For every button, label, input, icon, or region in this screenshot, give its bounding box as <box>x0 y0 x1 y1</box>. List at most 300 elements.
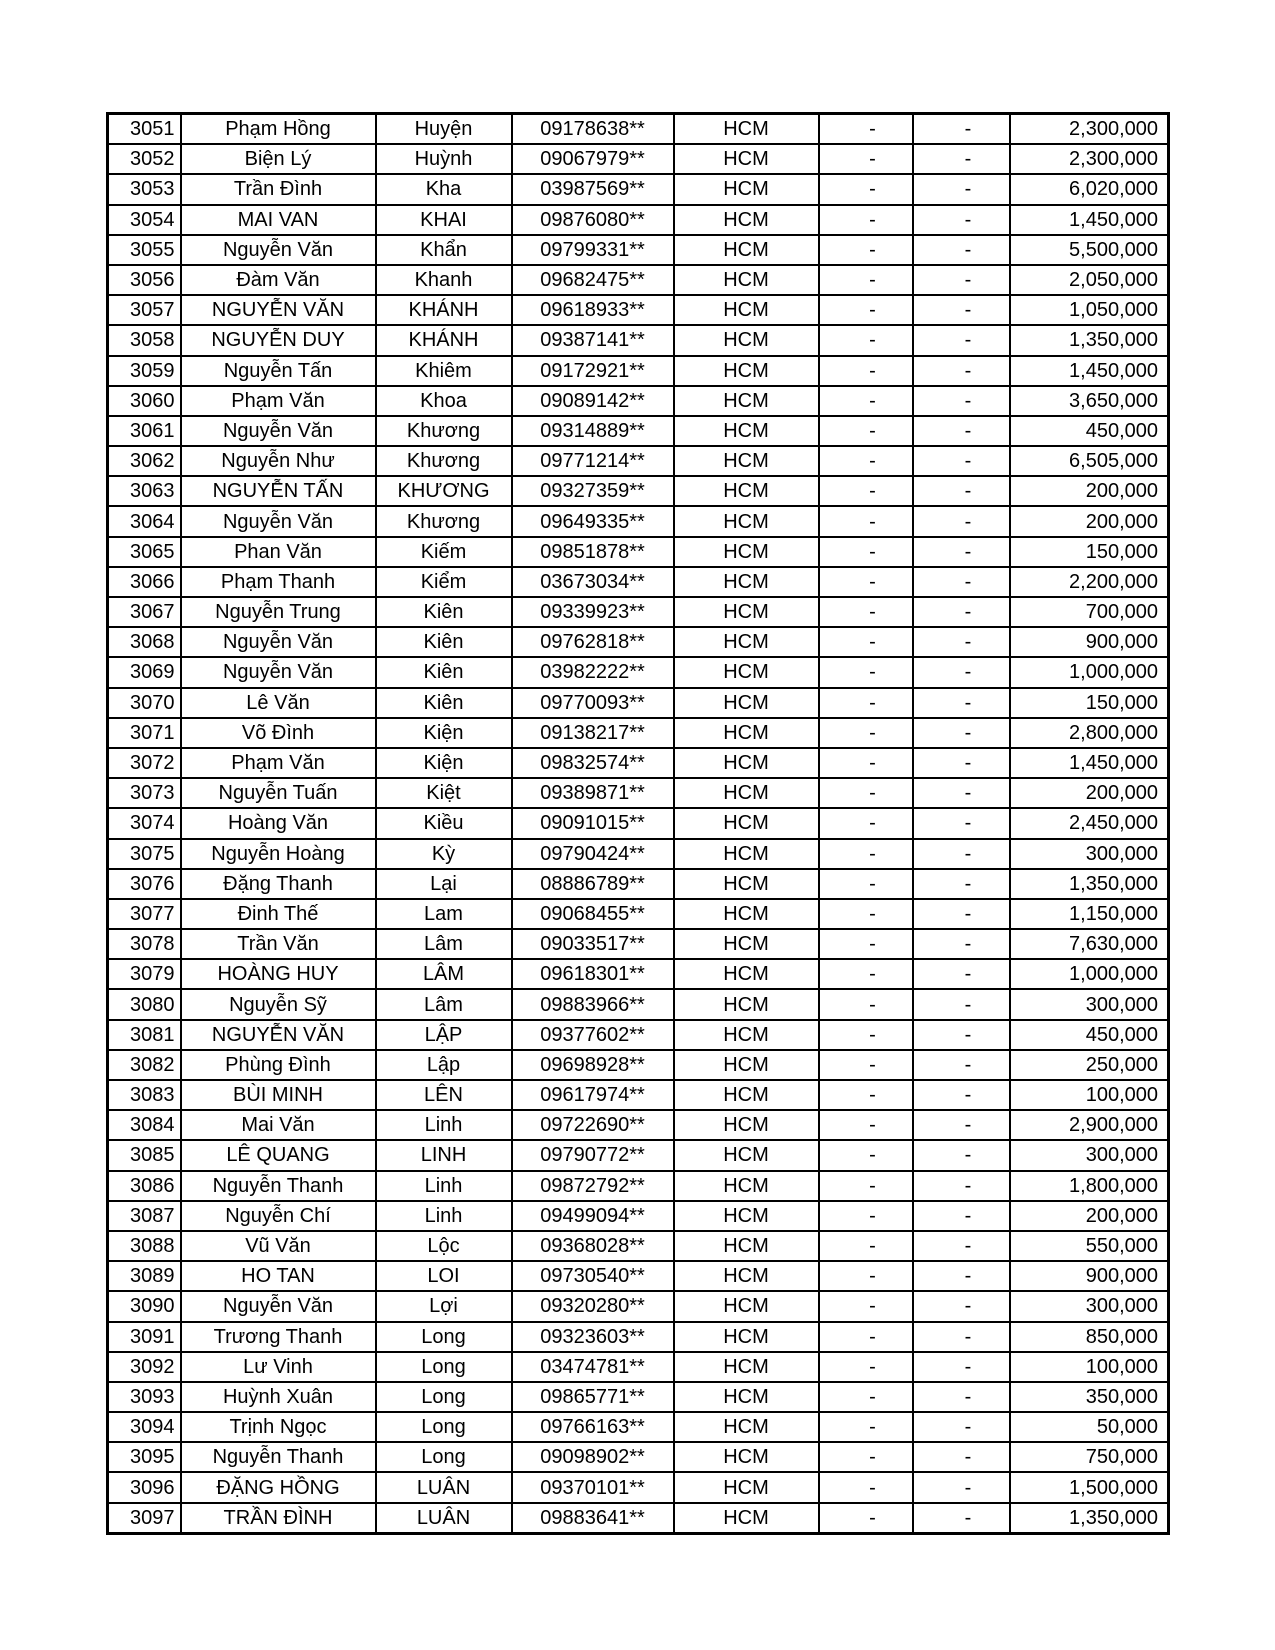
phone-cell: 09389871** <box>512 778 674 808</box>
id-cell: 3092 <box>108 1352 181 1382</box>
col-7-cell: - <box>913 597 1010 627</box>
id-cell: 3062 <box>108 446 181 476</box>
col-7-cell: - <box>913 808 1010 838</box>
phone-cell: 09790772** <box>512 1140 674 1170</box>
phone-cell: 09339923** <box>512 597 674 627</box>
amount-cell: 1,800,000 <box>1010 1171 1169 1201</box>
city-cell: HCM <box>674 1352 819 1382</box>
id-cell: 3076 <box>108 869 181 899</box>
phone-list-table <box>106 112 1170 1535</box>
col-6-cell: - <box>819 1020 913 1050</box>
col-6-cell: - <box>819 869 913 899</box>
col-7-cell: - <box>913 1201 1010 1231</box>
amount-cell: 300,000 <box>1010 1291 1169 1321</box>
id-cell: 3082 <box>108 1050 181 1080</box>
table-row <box>108 1352 1169 1382</box>
phone-cell: 09499094** <box>512 1201 674 1231</box>
amount-cell: 2,900,000 <box>1010 1110 1169 1140</box>
phone-cell: 09722690** <box>512 1110 674 1140</box>
first-name-cell: Nguyễn Hoàng <box>181 839 376 869</box>
phone-cell: 09876080** <box>512 205 674 235</box>
table-row <box>108 506 1169 536</box>
city-cell: HCM <box>674 476 819 506</box>
phone-cell: 03474781** <box>512 1352 674 1382</box>
phone-cell: 03982222** <box>512 657 674 687</box>
first-name-cell: MAI VAN <box>181 205 376 235</box>
id-cell: 3074 <box>108 808 181 838</box>
first-name-cell: Biện Lý <box>181 144 376 174</box>
table-row <box>108 1110 1169 1140</box>
col-6-cell: - <box>819 416 913 446</box>
col-6-cell: - <box>819 929 913 959</box>
city-cell: HCM <box>674 1201 819 1231</box>
first-name-cell: HOÀNG HUY <box>181 959 376 989</box>
first-name-cell: Phạm Văn <box>181 386 376 416</box>
amount-cell: 200,000 <box>1010 778 1169 808</box>
id-cell: 3051 <box>108 114 181 145</box>
last-name-cell: Huỳnh <box>376 144 512 174</box>
col-6-cell: - <box>819 476 913 506</box>
phone-cell: 09618933** <box>512 295 674 325</box>
col-6-cell: - <box>819 265 913 295</box>
col-6-cell: - <box>819 959 913 989</box>
col-6-cell: - <box>819 899 913 929</box>
col-6-cell: - <box>819 114 913 145</box>
amount-cell: 200,000 <box>1010 1201 1169 1231</box>
id-cell: 3061 <box>108 416 181 446</box>
city-cell: HCM <box>674 1412 819 1442</box>
phone-cell: 09865771** <box>512 1382 674 1412</box>
first-name-cell: HO TAN <box>181 1261 376 1291</box>
first-name-cell: NGUYỄN DUY <box>181 325 376 355</box>
amount-cell: 1,350,000 <box>1010 869 1169 899</box>
last-name-cell: Kiếm <box>376 537 512 567</box>
col-6-cell: - <box>819 627 913 657</box>
col-6-cell: - <box>819 295 913 325</box>
id-cell: 3083 <box>108 1080 181 1110</box>
amount-cell: 3,650,000 <box>1010 386 1169 416</box>
col-7-cell: - <box>913 839 1010 869</box>
last-name-cell: LÂM <box>376 959 512 989</box>
id-cell: 3053 <box>108 174 181 204</box>
first-name-cell: NGUYỄN TẤN <box>181 476 376 506</box>
table-row <box>108 748 1169 778</box>
id-cell: 3080 <box>108 989 181 1019</box>
first-name-cell: Đàm Văn <box>181 265 376 295</box>
city-cell: HCM <box>674 567 819 597</box>
phone-cell: 09098902** <box>512 1442 674 1472</box>
last-name-cell: LÊN <box>376 1080 512 1110</box>
col-7-cell: - <box>913 506 1010 536</box>
first-name-cell: Phùng Đình <box>181 1050 376 1080</box>
city-cell: HCM <box>674 1472 819 1502</box>
amount-cell: 300,000 <box>1010 1140 1169 1170</box>
col-6-cell: - <box>819 1261 913 1291</box>
last-name-cell: LẬP <box>376 1020 512 1050</box>
table-row <box>108 778 1169 808</box>
table-row <box>108 597 1169 627</box>
col-7-cell: - <box>913 1291 1010 1321</box>
id-cell: 3070 <box>108 688 181 718</box>
col-7-cell: - <box>913 627 1010 657</box>
col-7-cell: - <box>913 144 1010 174</box>
last-name-cell: Kiện <box>376 748 512 778</box>
last-name-cell: Kiên <box>376 597 512 627</box>
id-cell: 3094 <box>108 1412 181 1442</box>
col-6-cell: - <box>819 1291 913 1321</box>
col-6-cell: - <box>819 1140 913 1170</box>
city-cell: HCM <box>674 356 819 386</box>
city-cell: HCM <box>674 325 819 355</box>
col-7-cell: - <box>913 989 1010 1019</box>
last-name-cell: Kiên <box>376 627 512 657</box>
last-name-cell: Kha <box>376 174 512 204</box>
id-cell: 3066 <box>108 567 181 597</box>
col-7-cell: - <box>913 1322 1010 1352</box>
table-row <box>108 265 1169 295</box>
amount-cell: 250,000 <box>1010 1050 1169 1080</box>
amount-cell: 1,150,000 <box>1010 899 1169 929</box>
amount-cell: 1,350,000 <box>1010 1503 1169 1534</box>
first-name-cell: Nguyễn Chí <box>181 1201 376 1231</box>
table-row <box>108 1291 1169 1321</box>
first-name-cell: Nguyễn Tấn <box>181 356 376 386</box>
last-name-cell: Lộc <box>376 1231 512 1261</box>
col-7-cell: - <box>913 1412 1010 1442</box>
city-cell: HCM <box>674 1140 819 1170</box>
col-7-cell: - <box>913 748 1010 778</box>
amount-cell: 2,450,000 <box>1010 808 1169 838</box>
phone-cell: 09883641** <box>512 1503 674 1534</box>
last-name-cell: Linh <box>376 1201 512 1231</box>
col-7-cell: - <box>913 959 1010 989</box>
city-cell: HCM <box>674 1503 819 1534</box>
col-6-cell: - <box>819 205 913 235</box>
city-cell: HCM <box>674 869 819 899</box>
id-cell: 3077 <box>108 899 181 929</box>
amount-cell: 450,000 <box>1010 416 1169 446</box>
col-7-cell: - <box>913 235 1010 265</box>
col-6-cell: - <box>819 748 913 778</box>
first-name-cell: Phạm Hồng <box>181 114 376 145</box>
phone-cell: 09851878** <box>512 537 674 567</box>
last-name-cell: Khương <box>376 446 512 476</box>
id-cell: 3059 <box>108 356 181 386</box>
phone-cell: 09377602** <box>512 1020 674 1050</box>
table-row <box>108 144 1169 174</box>
last-name-cell: KHÁNH <box>376 325 512 355</box>
amount-cell: 850,000 <box>1010 1322 1169 1352</box>
phone-cell: 09178638** <box>512 114 674 145</box>
phone-cell: 08886789** <box>512 869 674 899</box>
phone-cell: 09883966** <box>512 989 674 1019</box>
id-cell: 3068 <box>108 627 181 657</box>
col-6-cell: - <box>819 446 913 476</box>
city-cell: HCM <box>674 537 819 567</box>
phone-cell: 09327359** <box>512 476 674 506</box>
last-name-cell: Huyện <box>376 114 512 145</box>
table-row <box>108 446 1169 476</box>
table-row <box>108 1050 1169 1080</box>
col-7-cell: - <box>913 929 1010 959</box>
table-row <box>108 808 1169 838</box>
col-6-cell: - <box>819 1503 913 1534</box>
id-cell: 3084 <box>108 1110 181 1140</box>
id-cell: 3055 <box>108 235 181 265</box>
id-cell: 3072 <box>108 748 181 778</box>
id-cell: 3064 <box>108 506 181 536</box>
col-6-cell: - <box>819 718 913 748</box>
city-cell: HCM <box>674 839 819 869</box>
amount-cell: 750,000 <box>1010 1442 1169 1472</box>
city-cell: HCM <box>674 778 819 808</box>
col-7-cell: - <box>913 1442 1010 1472</box>
last-name-cell: Lập <box>376 1050 512 1080</box>
col-6-cell: - <box>819 597 913 627</box>
last-name-cell: Long <box>376 1322 512 1352</box>
phone-cell: 09091015** <box>512 808 674 838</box>
col-7-cell: - <box>913 205 1010 235</box>
phone-cell: 03987569** <box>512 174 674 204</box>
id-cell: 3054 <box>108 205 181 235</box>
first-name-cell: Phạm Văn <box>181 748 376 778</box>
amount-cell: 2,800,000 <box>1010 718 1169 748</box>
table-row <box>108 114 1169 145</box>
amount-cell: 6,505,000 <box>1010 446 1169 476</box>
first-name-cell: NGUYỄN VĂN <box>181 1020 376 1050</box>
table-row <box>108 295 1169 325</box>
phone-cell: 03673034** <box>512 567 674 597</box>
city-cell: HCM <box>674 1110 819 1140</box>
col-7-cell: - <box>913 718 1010 748</box>
last-name-cell: Kỳ <box>376 839 512 869</box>
phone-cell: 09387141** <box>512 325 674 355</box>
first-name-cell: Nguyễn Thanh <box>181 1171 376 1201</box>
col-7-cell: - <box>913 657 1010 687</box>
phone-cell: 09770093** <box>512 688 674 718</box>
first-name-cell: Nguyễn Sỹ <box>181 989 376 1019</box>
city-cell: HCM <box>674 205 819 235</box>
col-7-cell: - <box>913 446 1010 476</box>
phone-cell: 09790424** <box>512 839 674 869</box>
id-cell: 3089 <box>108 1261 181 1291</box>
id-cell: 3097 <box>108 1503 181 1534</box>
phone-cell: 09320280** <box>512 1291 674 1321</box>
table-row <box>108 718 1169 748</box>
last-name-cell: Kiều <box>376 808 512 838</box>
phone-cell: 09799331** <box>512 235 674 265</box>
amount-cell: 150,000 <box>1010 537 1169 567</box>
city-cell: HCM <box>674 989 819 1019</box>
col-7-cell: - <box>913 416 1010 446</box>
phone-cell: 09314889** <box>512 416 674 446</box>
table-row <box>108 1472 1169 1502</box>
first-name-cell: LÊ QUANG <box>181 1140 376 1170</box>
col-7-cell: - <box>913 537 1010 567</box>
first-name-cell: ĐẶNG HỒNG <box>181 1472 376 1502</box>
amount-cell: 100,000 <box>1010 1080 1169 1110</box>
col-7-cell: - <box>913 1472 1010 1502</box>
first-name-cell: Đặng Thanh <box>181 869 376 899</box>
first-name-cell: Đinh Thế <box>181 899 376 929</box>
city-cell: HCM <box>674 1382 819 1412</box>
amount-cell: 100,000 <box>1010 1352 1169 1382</box>
city-cell: HCM <box>674 657 819 687</box>
col-7-cell: - <box>913 1020 1010 1050</box>
last-name-cell: Kiên <box>376 688 512 718</box>
col-7-cell: - <box>913 899 1010 929</box>
amount-cell: 200,000 <box>1010 506 1169 536</box>
amount-cell: 450,000 <box>1010 1020 1169 1050</box>
col-7-cell: - <box>913 1171 1010 1201</box>
first-name-cell: Trần Đình <box>181 174 376 204</box>
city-cell: HCM <box>674 627 819 657</box>
id-cell: 3085 <box>108 1140 181 1170</box>
last-name-cell: Kiệt <box>376 778 512 808</box>
first-name-cell: NGUYỄN VĂN <box>181 295 376 325</box>
city-cell: HCM <box>674 1020 819 1050</box>
col-6-cell: - <box>819 688 913 718</box>
amount-cell: 6,020,000 <box>1010 174 1169 204</box>
amount-cell: 200,000 <box>1010 476 1169 506</box>
city-cell: HCM <box>674 386 819 416</box>
phone-cell: 09617974** <box>512 1080 674 1110</box>
id-cell: 3057 <box>108 295 181 325</box>
col-6-cell: - <box>819 1472 913 1502</box>
amount-cell: 1,000,000 <box>1010 657 1169 687</box>
city-cell: HCM <box>674 748 819 778</box>
col-6-cell: - <box>819 356 913 386</box>
last-name-cell: Long <box>376 1412 512 1442</box>
phone-cell: 09172921** <box>512 356 674 386</box>
last-name-cell: Khanh <box>376 265 512 295</box>
id-cell: 3090 <box>108 1291 181 1321</box>
amount-cell: 1,000,000 <box>1010 959 1169 989</box>
city-cell: HCM <box>674 174 819 204</box>
id-cell: 3065 <box>108 537 181 567</box>
first-name-cell: Nguyễn Văn <box>181 506 376 536</box>
col-6-cell: - <box>819 1171 913 1201</box>
amount-cell: 700,000 <box>1010 597 1169 627</box>
col-7-cell: - <box>913 1382 1010 1412</box>
last-name-cell: KHÁNH <box>376 295 512 325</box>
table-row <box>108 839 1169 869</box>
phone-cell: 09323603** <box>512 1322 674 1352</box>
table-row <box>108 356 1169 386</box>
last-name-cell: Lâm <box>376 989 512 1019</box>
amount-cell: 50,000 <box>1010 1412 1169 1442</box>
col-7-cell: - <box>913 174 1010 204</box>
id-cell: 3071 <box>108 718 181 748</box>
amount-cell: 1,450,000 <box>1010 356 1169 386</box>
phone-cell: 09771214** <box>512 446 674 476</box>
first-name-cell: Phạm Thanh <box>181 567 376 597</box>
city-cell: HCM <box>674 808 819 838</box>
table-body <box>108 114 1169 1534</box>
col-7-cell: - <box>913 265 1010 295</box>
city-cell: HCM <box>674 295 819 325</box>
phone-cell: 09682475** <box>512 265 674 295</box>
amount-cell: 1,350,000 <box>1010 325 1169 355</box>
table-row <box>108 989 1169 1019</box>
last-name-cell: Lợi <box>376 1291 512 1321</box>
last-name-cell: KHƯƠNG <box>376 476 512 506</box>
amount-cell: 7,630,000 <box>1010 929 1169 959</box>
phone-cell: 09370101** <box>512 1472 674 1502</box>
first-name-cell: Trương Thanh <box>181 1322 376 1352</box>
amount-cell: 2,200,000 <box>1010 567 1169 597</box>
city-cell: HCM <box>674 597 819 627</box>
col-6-cell: - <box>819 657 913 687</box>
col-7-cell: - <box>913 869 1010 899</box>
col-6-cell: - <box>819 506 913 536</box>
table-row <box>108 1382 1169 1412</box>
table-row <box>108 386 1169 416</box>
table-row <box>108 1412 1169 1442</box>
city-cell: HCM <box>674 144 819 174</box>
amount-cell: 900,000 <box>1010 627 1169 657</box>
amount-cell: 2,050,000 <box>1010 265 1169 295</box>
col-6-cell: - <box>819 1050 913 1080</box>
col-7-cell: - <box>913 778 1010 808</box>
table-row <box>108 688 1169 718</box>
col-7-cell: - <box>913 688 1010 718</box>
col-6-cell: - <box>819 1322 913 1352</box>
phone-cell: 09832574** <box>512 748 674 778</box>
city-cell: HCM <box>674 265 819 295</box>
amount-cell: 300,000 <box>1010 839 1169 869</box>
col-6-cell: - <box>819 808 913 838</box>
col-7-cell: - <box>913 1110 1010 1140</box>
id-cell: 3086 <box>108 1171 181 1201</box>
col-6-cell: - <box>819 1110 913 1140</box>
amount-cell: 1,450,000 <box>1010 748 1169 778</box>
table-row <box>108 627 1169 657</box>
table-row <box>108 325 1169 355</box>
first-name-cell: Võ Đình <box>181 718 376 748</box>
city-cell: HCM <box>674 506 819 536</box>
city-cell: HCM <box>674 1171 819 1201</box>
amount-cell: 2,300,000 <box>1010 144 1169 174</box>
id-cell: 3069 <box>108 657 181 687</box>
id-cell: 3056 <box>108 265 181 295</box>
table-row <box>108 1442 1169 1472</box>
col-7-cell: - <box>913 356 1010 386</box>
last-name-cell: KHAI <box>376 205 512 235</box>
table-row <box>108 537 1169 567</box>
col-7-cell: - <box>913 1080 1010 1110</box>
table-row <box>108 1231 1169 1261</box>
col-6-cell: - <box>819 144 913 174</box>
last-name-cell: Kiểm <box>376 567 512 597</box>
table-row <box>108 657 1169 687</box>
city-cell: HCM <box>674 1050 819 1080</box>
id-cell: 3088 <box>108 1231 181 1261</box>
city-cell: HCM <box>674 929 819 959</box>
col-6-cell: - <box>819 325 913 355</box>
col-6-cell: - <box>819 1201 913 1231</box>
table-row <box>108 205 1169 235</box>
col-6-cell: - <box>819 235 913 265</box>
id-cell: 3058 <box>108 325 181 355</box>
phone-cell: 09068455** <box>512 899 674 929</box>
phone-cell: 09872792** <box>512 1171 674 1201</box>
table-row <box>108 899 1169 929</box>
table-row <box>108 1020 1169 1050</box>
id-cell: 3081 <box>108 1020 181 1050</box>
id-cell: 3063 <box>108 476 181 506</box>
col-7-cell: - <box>913 1352 1010 1382</box>
